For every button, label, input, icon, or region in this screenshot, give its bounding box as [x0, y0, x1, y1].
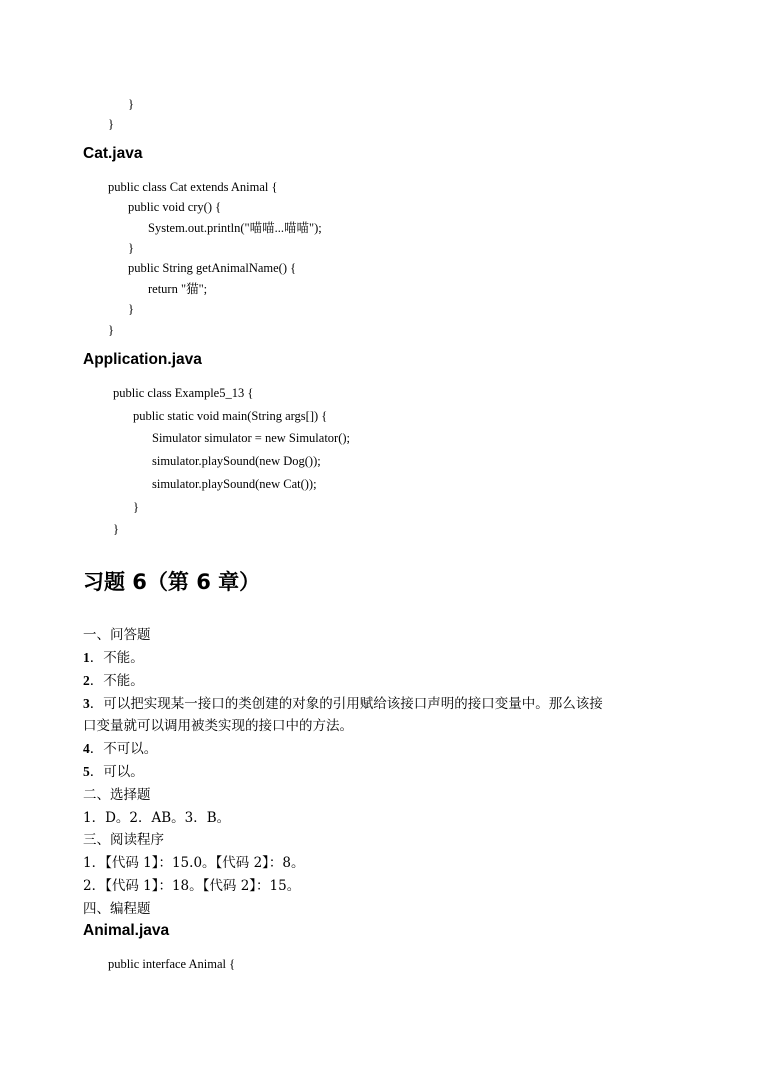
answer-number: 5: [83, 764, 90, 779]
section-title: 四、编程题: [83, 901, 151, 917]
answer-text: ．可以把实现某一接口的类创建的对象的引用赋给该接口声明的接口变量中。那么该接: [89, 696, 603, 712]
code-line: }: [133, 500, 139, 514]
answer-line: [83, 672, 144, 690]
answer-line: [83, 695, 603, 713]
code-line: simulator.playSound(new Cat());: [152, 477, 317, 491]
answer-line: [83, 740, 157, 758]
choice-answers: 1．D。2．AB。3．B。: [83, 810, 231, 826]
answer-number: 3: [83, 696, 90, 711]
answer-line: [83, 763, 144, 781]
answer-text: ．不能。: [89, 650, 144, 666]
answer-number: 4: [83, 741, 90, 756]
section-title: 三、阅读程序: [83, 832, 164, 848]
cat-file-title: Cat.java: [83, 145, 143, 162]
answer-text: ．不能。: [89, 673, 144, 689]
code-line: }: [128, 241, 134, 255]
code-line: public void cry() {: [128, 200, 222, 214]
answer-line: [83, 649, 144, 667]
answer-text: ．不可以。: [89, 741, 158, 757]
code-line: public class Cat extends Animal {: [108, 180, 278, 194]
code-line: simulator.playSound(new Dog());: [152, 454, 321, 468]
reading-answer: 1．【代码 1】：15.0。【代码 2】：8。: [83, 855, 305, 871]
code-line: public interface Animal {: [108, 957, 236, 971]
code-line: }: [128, 302, 134, 316]
application-file-title: Application.java: [83, 351, 202, 368]
answer-line-continued: 口变量就可以调用被类实现的接口中的方法。: [83, 718, 353, 734]
answer-number: 1: [83, 650, 90, 665]
section-title: 二、选择题: [83, 787, 151, 803]
code-line: }: [108, 117, 114, 131]
code-line: return "猫";: [148, 282, 208, 296]
code-line: }: [128, 97, 134, 111]
code-line: public class Example5_13 {: [113, 386, 254, 400]
answer-number: 2: [83, 673, 90, 688]
answer-text: ．可以。: [89, 764, 144, 780]
exercise-heading: 习题 6（第 6 章）: [83, 570, 261, 594]
reading-answer: 2．【代码 1】：18。【代码 2】：15。: [83, 878, 301, 894]
code-line: Simulator simulator = new Simulator();: [152, 431, 350, 445]
section-title: 一、问答题: [83, 627, 151, 643]
code-line: }: [113, 522, 119, 536]
code-line: public String getAnimalName() {: [128, 261, 297, 275]
code-line: }: [108, 323, 114, 337]
code-line: System.out.println("喵喵...喵喵");: [148, 221, 322, 235]
code-line: public static void main(String args[]) {: [133, 409, 328, 423]
animal-file-title: Animal.java: [83, 922, 170, 939]
